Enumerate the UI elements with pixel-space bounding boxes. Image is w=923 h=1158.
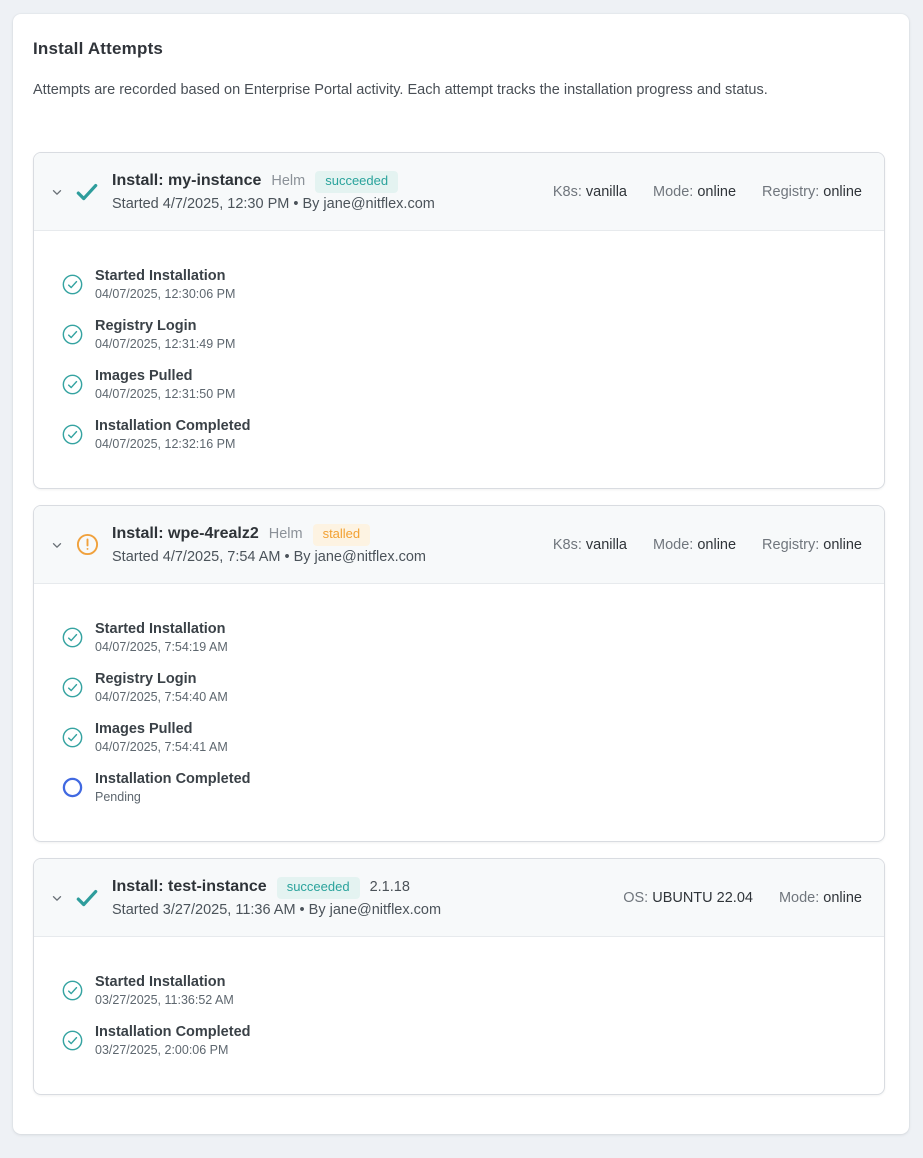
circle-outline-icon: [62, 777, 83, 798]
timeline-step: [62, 1024, 862, 1057]
step-title: Registry Login: [95, 671, 197, 687]
meta-value: online: [823, 889, 862, 906]
check-icon: [74, 884, 100, 911]
step-title: Started Installation: [95, 268, 226, 284]
step-timestamp: 04/07/2025, 7:54:19 AM: [95, 640, 228, 654]
circle-check-icon: [62, 274, 83, 295]
meta-label: K8s:: [552, 536, 582, 553]
attempt-method: Helm: [271, 173, 306, 190]
meta-label: Mode:: [653, 536, 694, 553]
circle-check-icon: [62, 324, 83, 345]
attempt-head-texts: [112, 524, 426, 564]
meta-label: K8s:: [552, 183, 582, 200]
step-title: Registry Login: [95, 318, 197, 334]
meta-value: online: [823, 536, 862, 553]
timeline-step: [62, 318, 862, 351]
timeline-step: [62, 268, 862, 301]
step-title: Started Installation: [95, 621, 226, 637]
timeline-step: [62, 671, 862, 704]
meta-item: [553, 184, 627, 200]
chevron-down-icon[interactable]: [50, 891, 64, 905]
meta-value: online: [697, 536, 737, 553]
step-timestamp: 04/07/2025, 12:31:50 PM: [95, 387, 236, 401]
attempt-steps: [34, 231, 884, 488]
meta-item: [623, 890, 753, 906]
timeline-step: [62, 771, 862, 804]
meta-value: online: [697, 183, 737, 200]
step-timestamp: 04/07/2025, 7:54:41 AM: [95, 740, 228, 754]
attempt-head-texts: [112, 171, 435, 211]
step-timestamp: Pending: [95, 790, 141, 804]
attempt-steps: [34, 584, 884, 841]
attempt-header-toggle[interactable]: [34, 506, 884, 584]
timeline-step: [62, 974, 862, 1007]
attempt-subtitle: Started 4/7/2025, 7:54 AM • By jane@nitflex.com: [112, 548, 426, 565]
step-timestamp: 04/07/2025, 12:31:49 PM: [95, 337, 236, 351]
attempt-head-texts: [112, 877, 441, 917]
step-timestamp: 03/27/2025, 2:00:06 PM: [95, 1043, 229, 1057]
meta-label: OS:: [623, 889, 649, 906]
step-title: Installation Completed: [95, 771, 251, 787]
attempt-header-toggle[interactable]: [34, 859, 884, 937]
attempt-subtitle: Started 3/27/2025, 11:36 AM • By jane@nitflex.com: [112, 901, 442, 918]
chevron-down-icon[interactable]: [50, 538, 64, 552]
step-title: Images Pulled: [95, 368, 193, 384]
step-timestamp: 04/07/2025, 12:32:16 PM: [95, 437, 236, 451]
step-title: Installation Completed: [95, 1024, 251, 1040]
step-timestamp: 03/27/2025, 11:36:52 AM: [95, 993, 234, 1007]
circle-check-icon: [62, 1030, 83, 1051]
timeline-step: [62, 621, 862, 654]
attempt-meta: [553, 537, 862, 553]
circle-check-icon: [62, 627, 83, 648]
meta-item: [653, 184, 736, 200]
attempt-title: Install: my-instance: [112, 172, 262, 190]
install-attempt-card: [33, 152, 885, 489]
step-timestamp: 04/07/2025, 7:54:40 AM: [95, 690, 228, 704]
meta-label: Mode:: [778, 889, 820, 906]
attempt-subtitle: Started 4/7/2025, 12:30 PM • By jane@nitflex.com: [112, 195, 435, 212]
install-attempt-card: [33, 505, 885, 842]
circle-check-icon: [62, 424, 83, 445]
chevron-down-icon[interactable]: [50, 185, 64, 199]
meta-label: Registry:: [762, 183, 820, 200]
meta-item: [762, 184, 862, 200]
install-attempts-panel: [13, 14, 909, 1134]
attempt-meta: [553, 184, 862, 200]
attempt-title: Install: wpe-4realz2: [112, 525, 259, 543]
meta-value: online: [823, 183, 862, 200]
timeline-step: [62, 418, 862, 451]
circle-check-icon: [62, 727, 83, 748]
page-description: Attempts are recorded based on Enterprise Portal activity. Each attempt tracks the installation progress and status.: [33, 82, 768, 98]
attempt-steps: [34, 937, 884, 1094]
meta-item: [779, 890, 862, 906]
attempt-title: Install: test-instance: [112, 878, 267, 896]
meta-item: [762, 537, 862, 553]
meta-value: vanilla: [585, 183, 627, 200]
timeline-step: [62, 721, 862, 754]
page-title: Install Attempts: [33, 39, 164, 58]
meta-item: [653, 537, 736, 553]
install-attempt-card: [33, 858, 885, 1095]
attempt-header-toggle[interactable]: [34, 153, 884, 231]
attempt-meta: [623, 890, 862, 906]
circle-check-icon: [62, 980, 83, 1001]
circle-check-icon: [62, 374, 83, 395]
step-title: Started Installation: [95, 974, 226, 990]
step-timestamp: 04/07/2025, 12:30:06 PM: [95, 287, 236, 301]
attempts-list: [33, 152, 885, 1095]
meta-item: [553, 537, 627, 553]
circle-check-icon: [62, 677, 83, 698]
step-title: Installation Completed: [95, 418, 251, 434]
meta-label: Mode:: [653, 183, 694, 200]
timeline-step: [62, 368, 862, 401]
meta-label: Registry:: [762, 536, 820, 553]
attempt-version: 2.1.18: [369, 879, 410, 896]
status-badge: succeeded: [277, 877, 360, 898]
status-badge: succeeded: [315, 171, 398, 192]
check-icon: [74, 178, 100, 205]
meta-value: vanilla: [585, 536, 627, 553]
attempt-method: Helm: [268, 526, 303, 543]
step-title: Images Pulled: [95, 721, 193, 737]
circle-exclamation-icon: [74, 533, 100, 556]
meta-value: UBUNTU 22.04: [652, 889, 753, 906]
status-badge: stalled: [313, 524, 371, 545]
